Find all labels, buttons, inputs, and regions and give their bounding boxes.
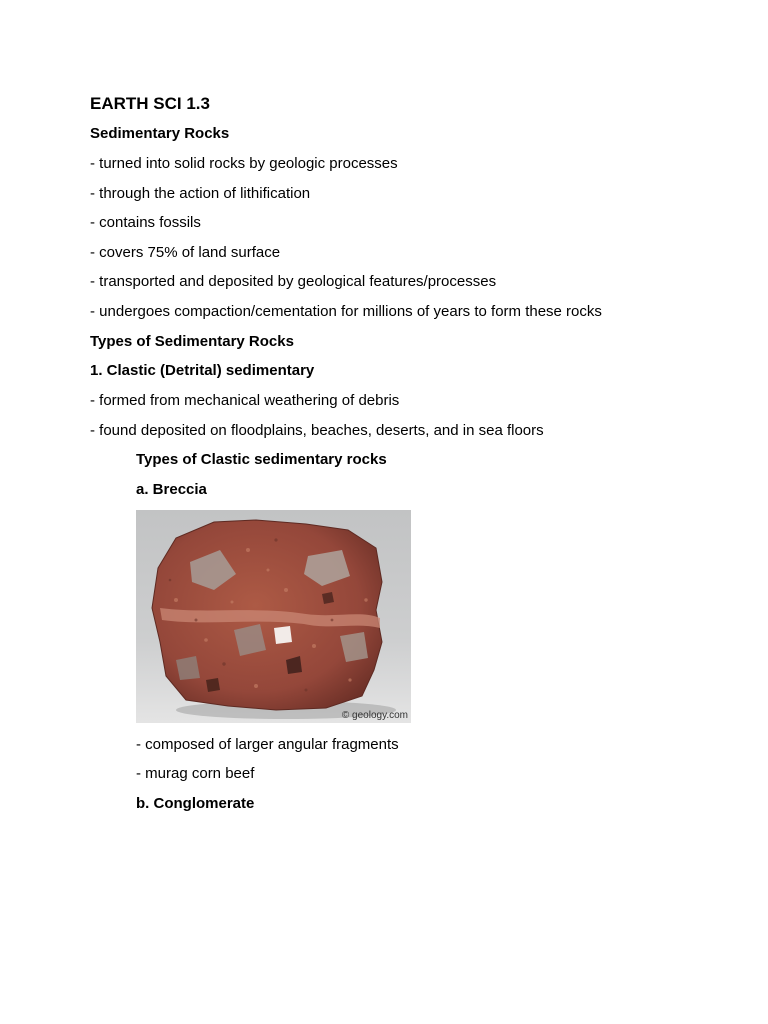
sedimentary-point-2: - through the action of lithification — [90, 185, 311, 202]
breccia-rock-image — [136, 510, 411, 723]
document-title: EARTH SCI 1.3 — [90, 94, 210, 113]
sedimentary-point-5: - transported and deposited by geological features/processes — [90, 273, 497, 290]
sedimentary-point-1: - turned into solid rocks by geologic processes — [90, 155, 398, 172]
conglomerate-heading: b. Conglomerate — [136, 795, 255, 812]
clastic-types-subheading: Types of Clastic sedimentary rocks — [136, 451, 387, 468]
breccia-point-1: - composed of larger angular fragments — [136, 736, 399, 753]
clastic-point-2: - found deposited on floodplains, beaches, deserts, and in sea floors — [90, 422, 544, 439]
sedimentary-rocks-heading: Sedimentary Rocks — [90, 125, 230, 142]
breccia-heading: a. Breccia — [136, 481, 207, 498]
clastic-heading: 1. Clastic (Detrital) sedimentary — [90, 362, 315, 379]
breccia-point-2: - murag corn beef — [136, 765, 255, 782]
sedimentary-point-4: - covers 75% of land surface — [90, 244, 281, 261]
sedimentary-point-6: - undergoes compaction/cementation for millions of years to form these rocks — [90, 303, 602, 320]
image-watermark: © geology.com — [341, 710, 408, 721]
sedimentary-point-3: - contains fossils — [90, 214, 201, 231]
types-heading: Types of Sedimentary Rocks — [90, 333, 294, 350]
clastic-point-1: - formed from mechanical weathering of debris — [90, 392, 400, 409]
